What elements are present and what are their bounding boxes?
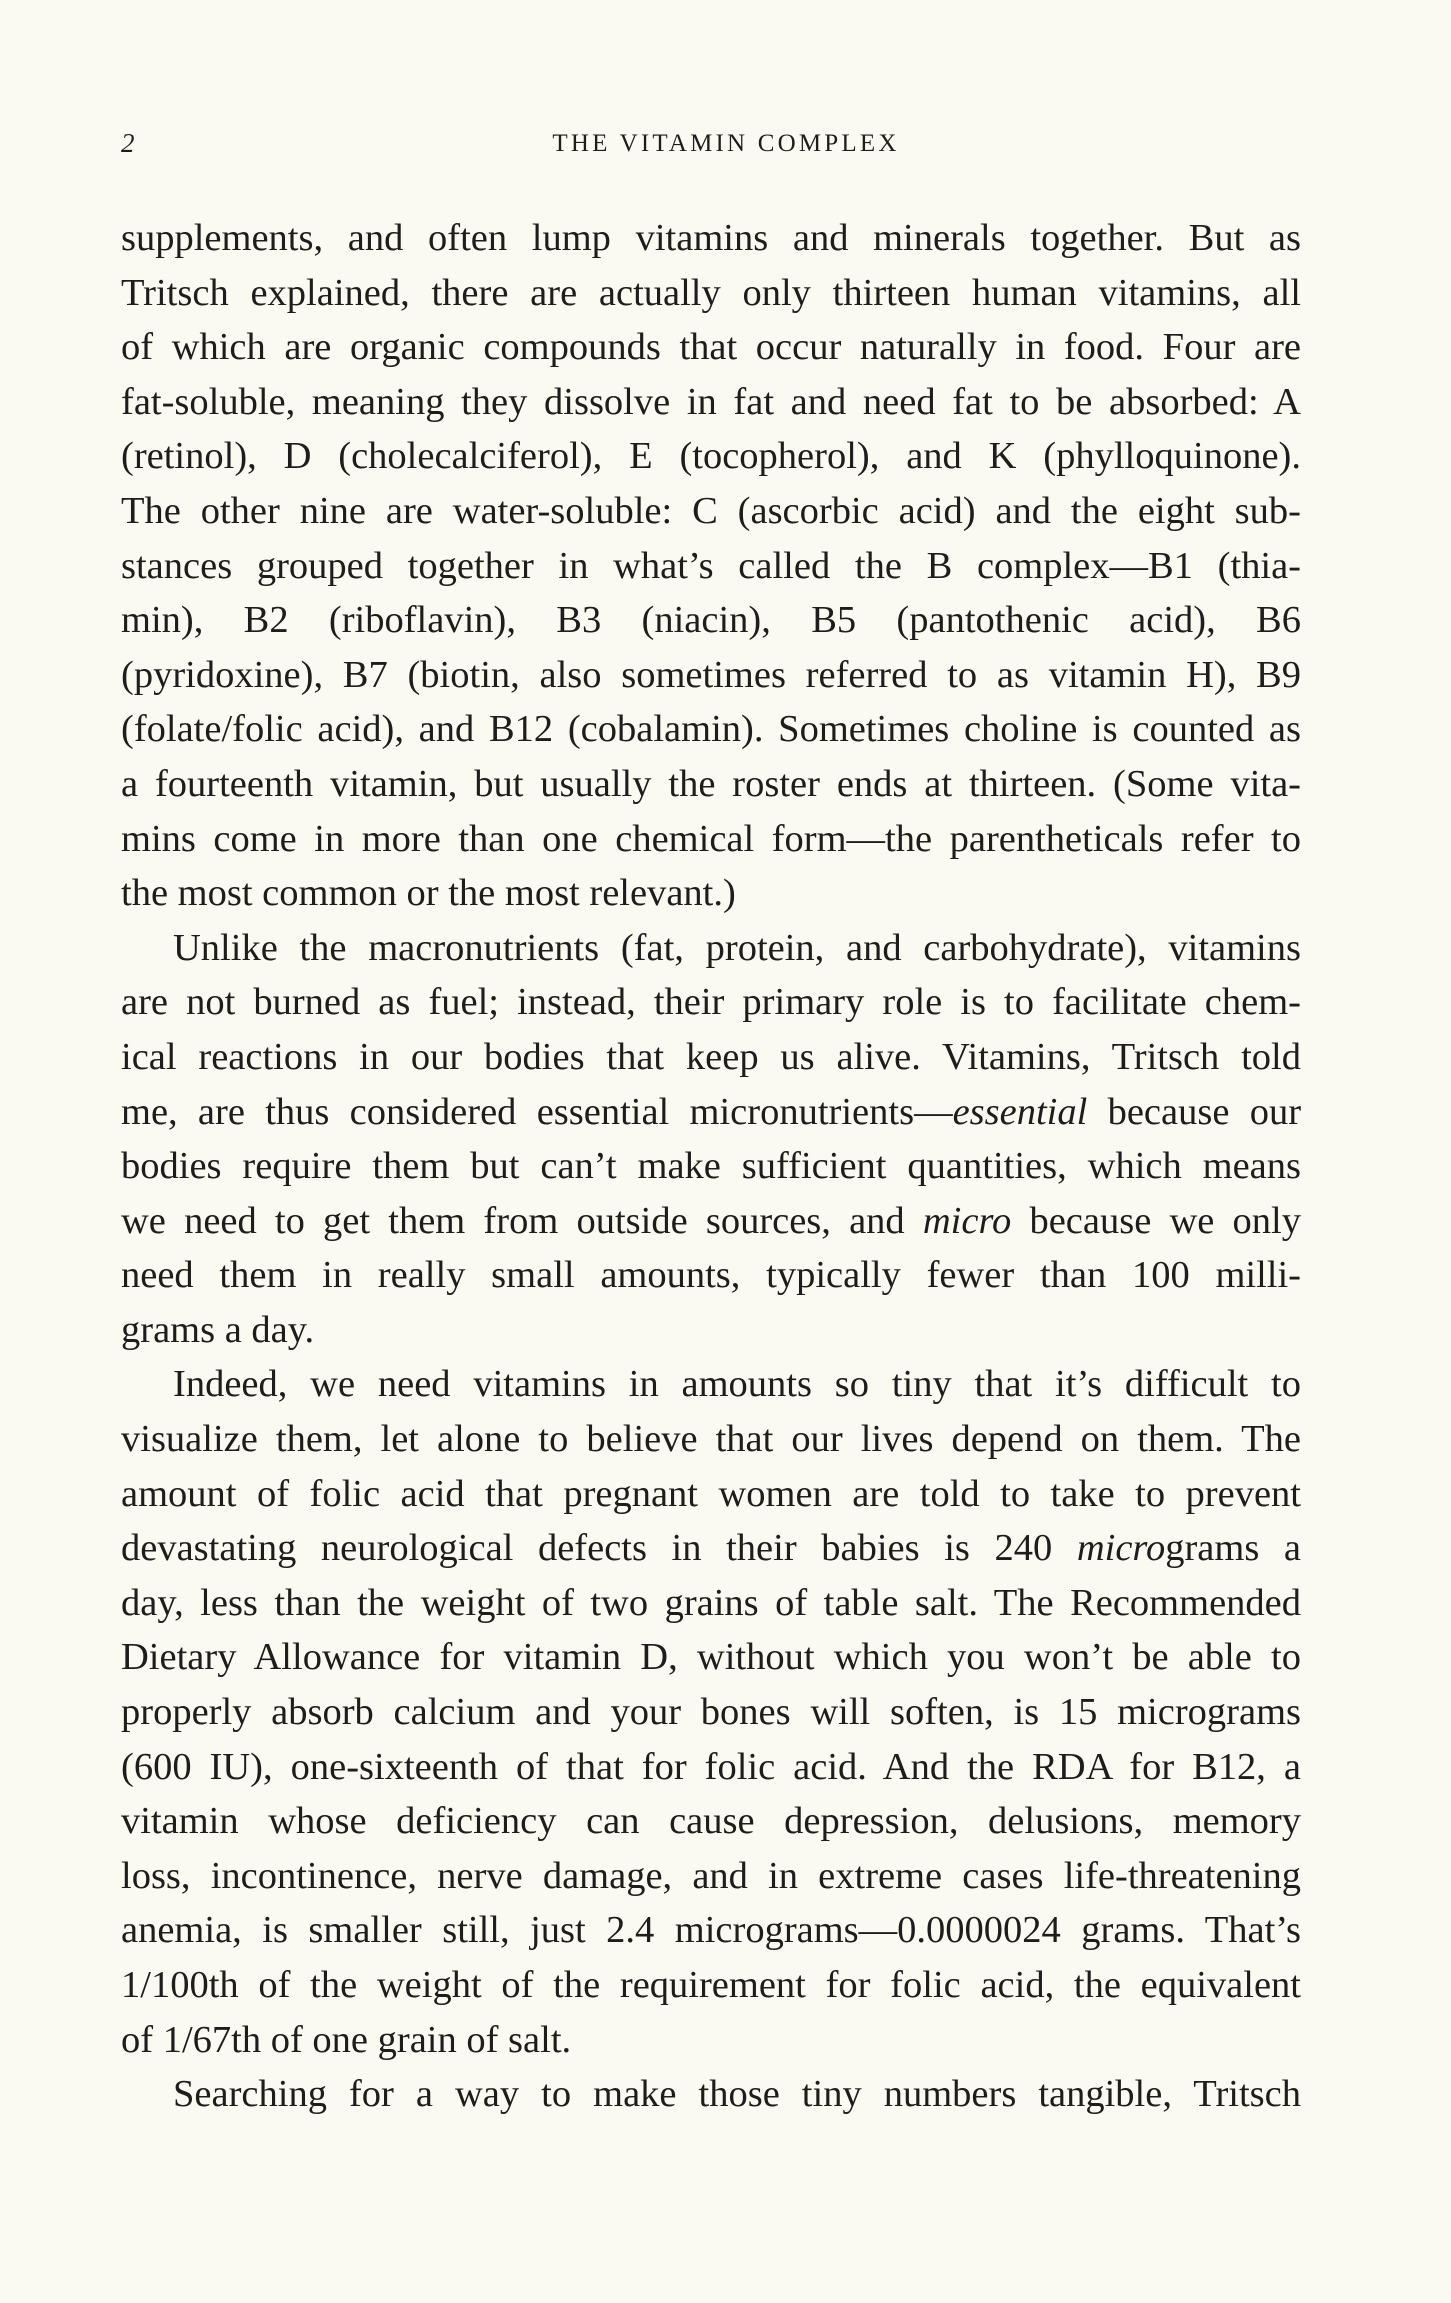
text-line: are not burned as fuel; instead, their primary role is to facilitate chem- bbox=[121, 981, 1301, 1024]
text-line: (pyridoxine), B7 (biotin, also sometimes referred to as vitamin H), B9 bbox=[121, 653, 1301, 696]
text-run: devastating neurological defects in their babies is 240 bbox=[121, 1527, 1077, 1570]
running-title: THE VITAMIN COMPLEX bbox=[552, 130, 900, 157]
text-line: visualize them, let alone to believe that our lives depend on them. The bbox=[121, 1418, 1301, 1461]
text-line: Indeed, we need vitamins in amounts so tiny that it’s difficult to bbox=[173, 1363, 1301, 1406]
text-line: vitamin whose deficiency can cause depression, delusions, memory bbox=[121, 1800, 1301, 1843]
emphasis-essential: essential bbox=[952, 1090, 1088, 1133]
text-line: of which are organic compounds that occur naturally in food. Four are bbox=[121, 326, 1301, 369]
text-line: Tritsch explained, there are actually only thirteen human vitamins, all bbox=[121, 271, 1301, 314]
text-line: ical reactions in our bodies that keep us alive. Vitamins, Tritsch told bbox=[121, 1035, 1301, 1078]
text-line: (retinol), D (cholecalciferol), E (tocopherol), and K (phylloquinone). bbox=[121, 435, 1301, 478]
text-line: amount of folic acid that pregnant women are told to take to prevent bbox=[121, 1472, 1301, 1515]
text-line: need them in really small amounts, typically fewer than 100 milli- bbox=[121, 1254, 1301, 1297]
paragraph-2 bbox=[121, 921, 1301, 1358]
text-line bbox=[121, 1194, 1301, 1249]
text-line: the most common or the most relevant.) bbox=[121, 872, 736, 915]
text-line: grams a day. bbox=[121, 1308, 315, 1351]
text-line: anemia, is smaller still, just 2.4 micrograms—0.0000024 grams. That’s bbox=[121, 1909, 1301, 1952]
text-line: The other nine are water-soluble: C (ascorbic acid) and the eight sub- bbox=[121, 489, 1301, 532]
text-line: fat-soluble, meaning they dissolve in fat and need fat to be absorbed: A bbox=[121, 380, 1301, 423]
page-number: 2 bbox=[121, 128, 136, 158]
text-run: me, are thus considered essential micronutrients— bbox=[121, 1090, 953, 1133]
text-run: grams a bbox=[1165, 1527, 1301, 1570]
text-line: of 1/67th of one grain of salt. bbox=[121, 2018, 572, 2061]
text-line: mins come in more than one chemical form—the parentheticals refer to bbox=[121, 817, 1301, 860]
text-line: Unlike the macronutrients (fat, protein, and carbohydrate), vitamins bbox=[173, 926, 1301, 969]
text-line: loss, incontinence, nerve damage, and in extreme cases life-threatening bbox=[121, 1854, 1301, 1897]
running-head bbox=[121, 128, 1301, 172]
text-line: 1/100th of the weight of the requirement for folic acid, the equivalent bbox=[121, 1964, 1301, 2006]
text-run: because we only bbox=[1011, 1199, 1301, 1242]
text-line: min), B2 (riboflavin), B3 (niacin), B5 (pantothenic acid), B6 bbox=[121, 599, 1301, 642]
text-line bbox=[121, 1521, 1301, 1576]
text-line: day, less than the weight of two grains of table salt. The Recommended bbox=[121, 1581, 1301, 1624]
text-line: supplements, and often lump vitamins and minerals together. But as bbox=[121, 217, 1301, 259]
body-text bbox=[121, 211, 1301, 2122]
text-line: bodies require them but can’t make sufficient quantities, which means bbox=[121, 1145, 1301, 1188]
emphasis-micro: micro bbox=[922, 1199, 1012, 1242]
text-line: properly absorb calcium and your bones will soften, is 15 micrograms bbox=[121, 1691, 1301, 1734]
emphasis-micro: micro bbox=[1076, 1527, 1166, 1570]
paragraph-4 bbox=[121, 2067, 1301, 2122]
text-run: because our bbox=[1087, 1090, 1302, 1133]
paragraph-1 bbox=[121, 211, 1301, 921]
text-line: Searching for a way to make those tiny numbers tangible, Tritsch bbox=[173, 2073, 1301, 2116]
text-line: stances grouped together in what’s called the B complex—B1 (thia- bbox=[121, 544, 1301, 587]
text-line: (folate/folic acid), and B12 (cobalamin). Sometimes choline is counted as bbox=[121, 708, 1301, 751]
text-run: we need to get them from outside sources, and bbox=[121, 1199, 923, 1242]
text-line: (600 IU), one-sixteenth of that for folic acid. And the RDA for B12, a bbox=[121, 1745, 1301, 1788]
text-line: Dietary Allowance for vitamin D, without which you won’t be able to bbox=[121, 1636, 1301, 1679]
paragraph-3 bbox=[121, 1357, 1301, 2067]
text-line: a fourteenth vitamin, but usually the roster ends at thirteen. (Some vita- bbox=[121, 762, 1301, 805]
text-line bbox=[121, 1085, 1301, 1140]
